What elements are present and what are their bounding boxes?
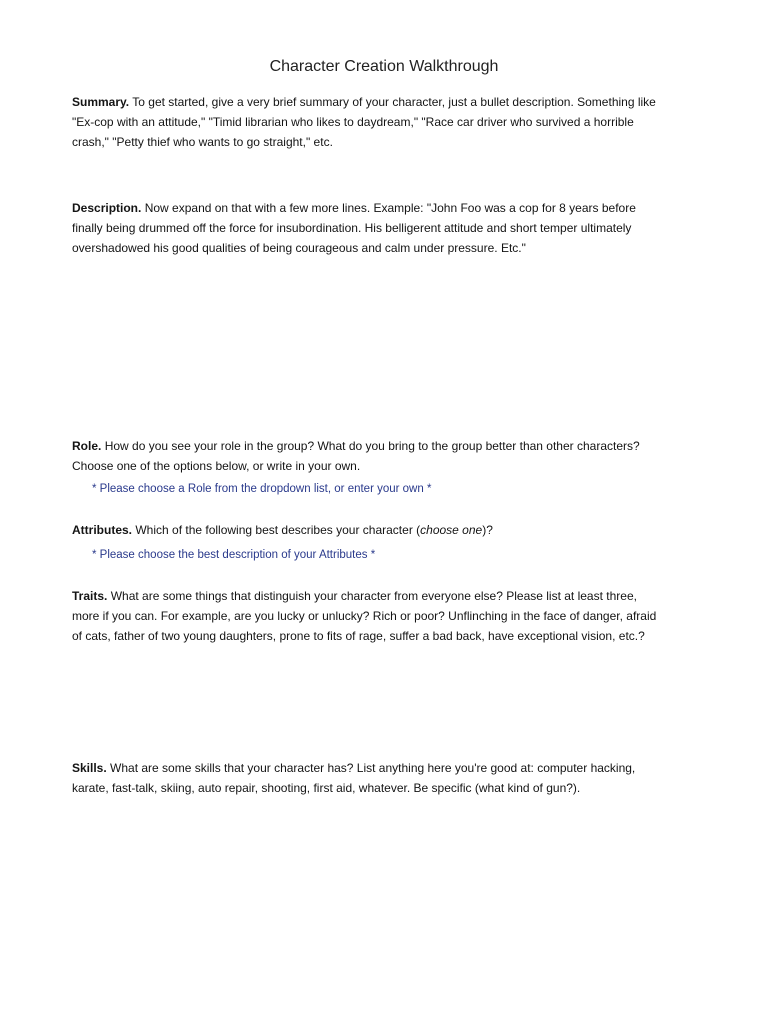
summary-label: Summary. [72,95,130,109]
role-label: Role. [72,439,102,453]
skills-text: What are some skills that your character has? List anything here you're good at: computer hacking, [110,761,636,775]
attributes-line [72,520,752,540]
summary-line [72,92,752,112]
attributes-text: Which of the following best describes your character ( [135,523,421,537]
skills-answer-field[interactable] [72,804,692,994]
role-line: Choose one of the options below, or write in your own. [72,459,361,473]
skills-line: karate, fast-talk, skiing, auto repair, shooting, first aid, whatever. Be specific (what kind of gun?). [72,781,581,795]
attributes-text-end: )? [482,523,493,537]
traits-line: more if you can. For example, are you lucky or unlucky? Rich or poor? Unflinching in the face of danger, afraid [72,609,657,623]
traits-section [72,586,752,646]
summary-line: crash," "Petty thief who wants to go straight," etc. [72,135,333,149]
summary-section [72,92,752,152]
attributes-emphasis: choose one [420,523,483,537]
role-dropdown-placeholder: * Please choose a Role from the dropdown list, or enter your own * [92,483,432,495]
traits-line: of cats, father of two young daughters, prone to fits of rage, suffer a bad back, have exceptional vision, etc.? [72,629,645,643]
summary-answer-field[interactable] [72,156,692,192]
role-text: How do you see your role in the group? What do you bring to the group better than other characters? [104,439,640,453]
attributes-dropdown[interactable] [92,546,375,564]
summary-text: To get started, give a very brief summary of your character, just a bullet description. Something like [132,95,656,109]
description-line: finally being drummed off the force for insubordination. His belligerent attitude and short temper ultimately [72,221,632,235]
description-text: Now expand on that with a few more lines. Example: "John Foo was a cop for 8 years before [144,201,636,215]
description-line [72,198,752,218]
attributes-section [72,520,752,540]
description-answer-field[interactable] [72,264,692,430]
page-title: Character Creation Walkthrough [269,58,499,75]
attributes-label: Attributes. [72,523,132,537]
role-line [72,436,752,456]
skills-section [72,758,752,798]
traits-answer-field[interactable] [72,652,692,752]
role-section [72,436,752,476]
description-section [72,198,752,258]
summary-line: "Ex-cop with an attitude," "Timid librarian who likes to daydream," "Race car driver who survived a horrible [72,115,634,129]
traits-label: Traits. [72,589,108,603]
attributes-dropdown-placeholder: * Please choose the best description of your Attributes * [92,549,376,561]
skills-label: Skills. [72,761,107,775]
description-label: Description. [72,201,142,215]
description-line: overshadowed his good qualities of being courageous and calm under pressure. Etc." [72,241,526,255]
traits-text: What are some things that distinguish your character from everyone else? Please list at least three, [110,589,637,603]
role-dropdown[interactable] [92,480,431,498]
skills-line [72,758,752,778]
traits-line [72,586,752,606]
